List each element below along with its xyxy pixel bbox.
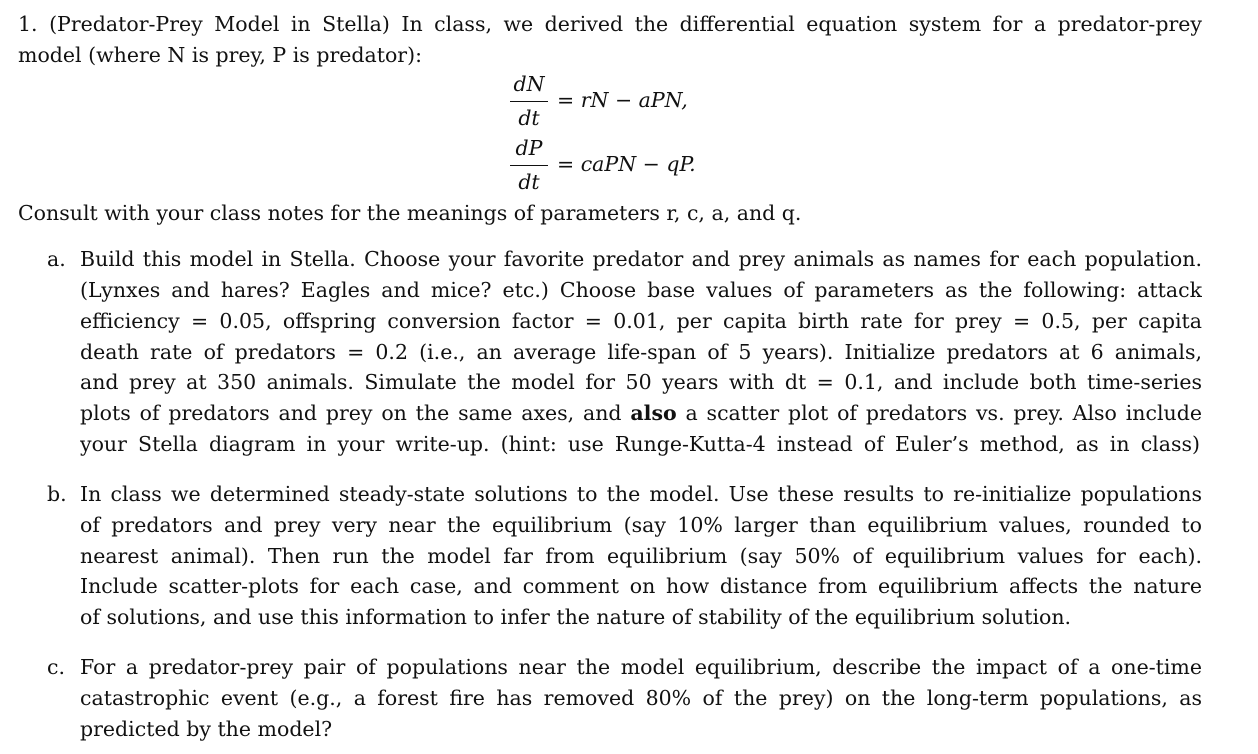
part-a-line: and prey at 350 animals. Simulate the model for 50 years with dt = 0.1, and include both time-series [80, 370, 1202, 394]
fraction-bar [510, 101, 548, 102]
equation-2-denominator: dt [518, 170, 540, 194]
part-c-label: c. [47, 655, 65, 679]
part-c-line: For a predator-prey pair of populations near the model equilibrium, describe the impact of a one-time [80, 655, 1202, 679]
part-a-line: (Lynxes and hares? Eagles and mice? etc.) Choose base values of parameters as the following: attack [80, 278, 1202, 302]
problem-intro-line-2: model (where N is prey, P is predator): [18, 43, 423, 67]
equation-2-fraction [510, 136, 548, 194]
part-c-line: catastrophic event (e.g., a forest fire has removed 80% of the prey) on the long-term populations, as [80, 686, 1202, 710]
part-b-line: of predators and prey very near the equilibrium (say 10% larger than equilibrium values, rounded to [80, 513, 1202, 537]
part-a-line-6 [80, 401, 1202, 427]
equation-1-rhs: = rN − aPN, [557, 88, 688, 112]
equation-1-fraction [510, 72, 548, 130]
equation-1-numerator: dN [513, 72, 545, 96]
part-a-line: efficiency = 0.05, offspring conversion factor = 0.01, per capita birth rate for prey = 0.5, per capita [80, 309, 1202, 333]
part-a-line-6-before: plots of predators and prey on the same axes, and [80, 401, 622, 425]
part-a-line: Build this model in Stella. Choose your favorite predator and prey animals as names for each population. [80, 247, 1202, 271]
problem-intro-line-1 [18, 12, 1202, 38]
part-a-line: your Stella diagram in your write-up. (hint: use Runge-Kutta-4 instead of Euler’s method, as in class) [80, 432, 1200, 456]
part-c-line: predicted by the model? [80, 717, 333, 741]
problem-intro-rest: In class, we derived the differential equation system for a predator-prey [401, 12, 1202, 36]
part-a-line-6-after: a scatter plot of predators vs. prey. Also include [685, 401, 1202, 425]
part-b-line: of solutions, and use this information to infer the nature of stability of the equilibrium solution. [80, 605, 1072, 629]
part-b-label: b. [47, 482, 67, 506]
equation-1-denominator: dt [518, 106, 540, 130]
part-b-line: Include scatter-plots for each case, and comment on how distance from equilibrium affects the nature [80, 574, 1202, 598]
equation-2-numerator: dP [515, 136, 543, 160]
problem-number: 1. [18, 12, 38, 36]
consult-line: Consult with your class notes for the meanings of parameters r, c, a, and q. [18, 201, 802, 225]
problem-title: (Predator-Prey Model in Stella) [49, 12, 390, 36]
part-b-line: In class we determined steady-state solutions to the model. Use these results to re-initialize populations [80, 482, 1202, 506]
part-a-emphasis: also [630, 401, 677, 425]
fraction-bar [510, 165, 548, 166]
part-a-label: a. [47, 247, 66, 271]
equation-2-rhs: = caPN − qP. [557, 152, 696, 176]
part-a-line: death rate of predators = 0.2 (i.e., an average life-span of 5 years). Initialize predators at 6 animals, [80, 340, 1202, 364]
part-b-line: nearest animal). Then run the model far from equilibrium (say 50% of equilibrium values for each). [80, 544, 1202, 568]
